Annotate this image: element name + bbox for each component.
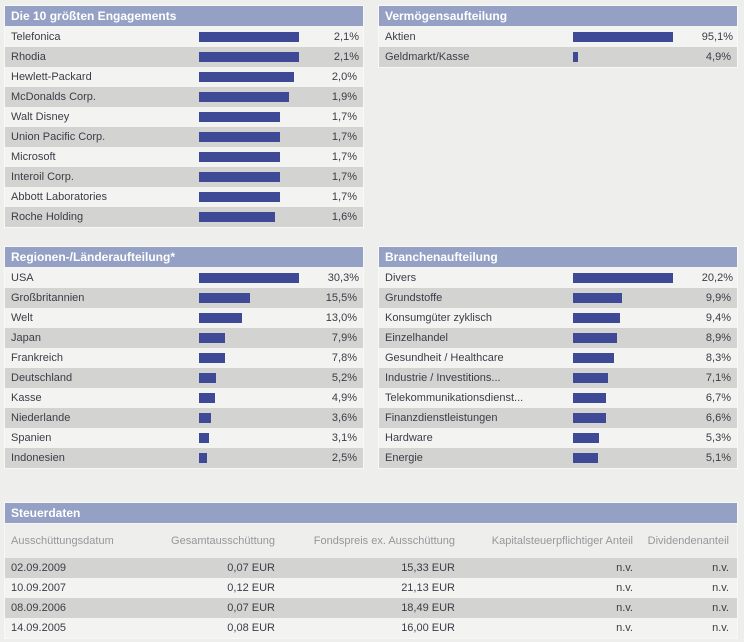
chart-row-bar [199, 453, 207, 463]
panel-asset-allocation [378, 5, 738, 68]
tax-table-cell: n.v. [616, 562, 633, 574]
chart-row [5, 348, 363, 368]
panel-title-sector-allocation: Branchenaufteilung [379, 247, 737, 268]
chart-row-value: 7,8% [331, 352, 357, 364]
chart-row-bar-track [199, 433, 297, 443]
chart-row-bar-track [199, 393, 297, 403]
chart-row-label: Industrie / Investitions... [385, 372, 501, 384]
top-holdings-chart [5, 27, 363, 227]
chart-row-value: 1,6% [331, 211, 357, 223]
chart-row-label: Geldmarkt/Kasse [385, 51, 470, 63]
chart-row [5, 308, 363, 328]
chart-row-bar [573, 273, 673, 283]
chart-row [379, 47, 737, 67]
chart-row-bar-track [573, 413, 671, 423]
chart-row-bar [573, 433, 599, 443]
chart-row-bar-track [199, 333, 297, 343]
chart-row [379, 428, 737, 448]
tax-table-cell: 18,49 EUR [401, 602, 455, 614]
chart-row-label: Union Pacific Corp. [11, 131, 106, 143]
chart-row-value: 5,3% [705, 432, 731, 444]
panel-title-region-allocation: Regionen-/Länderaufteilung* [5, 247, 363, 268]
chart-row-value: 1,7% [331, 171, 357, 183]
tax-table-cell: 08.09.2006 [11, 602, 67, 614]
chart-row-bar [199, 152, 280, 162]
chart-row [379, 27, 737, 47]
chart-row-bar-track [199, 293, 297, 303]
panel-sector-allocation [378, 246, 738, 469]
chart-row-bar-track [199, 52, 299, 62]
chart-row [5, 27, 363, 47]
middle-row [4, 246, 738, 469]
chart-row-value: 1,7% [331, 151, 357, 163]
chart-row-value: 15,5% [325, 292, 357, 304]
chart-row-bar-track [199, 273, 299, 283]
tax-table-cell: 0,07 EUR [227, 562, 275, 574]
chart-row [5, 87, 363, 107]
chart-row-label: Interoil Corp. [11, 171, 74, 183]
tax-table-row [5, 598, 737, 618]
chart-row-bar-track [199, 32, 299, 42]
chart-row [5, 408, 363, 428]
chart-row-bar [199, 293, 250, 303]
tax-column-header: Kapitalsteuerpflichtiger Anteil [463, 524, 641, 558]
chart-row-label: Divers [385, 272, 417, 284]
chart-row-value: 5,2% [331, 372, 357, 384]
tax-table-cell: 02.09.2009 [11, 562, 67, 574]
chart-row-bar-track [199, 152, 297, 162]
tax-column-header: Gesamtausschüttung [155, 524, 283, 558]
chart-row-value: 8,9% [705, 332, 731, 344]
chart-row-value: 3,1% [331, 432, 357, 444]
chart-row [5, 288, 363, 308]
chart-row-label: Kasse [11, 392, 42, 404]
chart-row-bar [199, 212, 275, 222]
chart-row-value: 20,2% [701, 272, 733, 284]
chart-row [379, 448, 737, 468]
chart-row-label: Welt [11, 312, 33, 324]
chart-row-label: Telekommunikationsdienst... [385, 392, 524, 404]
chart-row [379, 368, 737, 388]
chart-row-value: 4,9% [705, 51, 731, 63]
chart-row-bar-track [573, 273, 673, 283]
tax-table-cell: 10.09.2007 [11, 582, 67, 594]
tax-table-cell: 0,07 EUR [227, 602, 275, 614]
chart-row-value: 6,7% [705, 392, 731, 404]
chart-row-bar-track [573, 453, 671, 463]
chart-row-bar-track [199, 212, 297, 222]
panel-tax-data [4, 502, 738, 639]
chart-row [5, 107, 363, 127]
chart-row-value: 1,7% [331, 191, 357, 203]
chart-row-bar-track [199, 353, 297, 363]
chart-row-bar [573, 32, 673, 42]
chart-row-value: 4,9% [331, 392, 357, 404]
chart-row-value: 2,1% [333, 31, 359, 43]
tax-table-cell: 16,00 EUR [401, 622, 455, 634]
chart-row-bar [573, 293, 622, 303]
chart-row [5, 368, 363, 388]
tax-table-cell: n.v. [616, 582, 633, 594]
region-allocation-chart [5, 268, 363, 468]
chart-row-value: 2,0% [331, 71, 357, 83]
chart-row [379, 308, 737, 328]
chart-row-value: 2,5% [331, 452, 357, 464]
chart-row-bar-track [573, 393, 671, 403]
tax-table-cell: n.v. [712, 562, 729, 574]
chart-row-bar-track [573, 32, 673, 42]
tax-column-header: Dividendenanteil [641, 524, 737, 558]
chart-row-bar-track [199, 192, 297, 202]
tax-table-cell: 14.09.2005 [11, 622, 67, 634]
chart-row-label: Gesundheit / Healthcare [385, 352, 504, 364]
chart-row-label: Walt Disney [11, 111, 70, 123]
chart-row [379, 408, 737, 428]
chart-row [379, 328, 737, 348]
chart-row-label: Frankreich [11, 352, 63, 364]
chart-row-label: Einzelhandel [385, 332, 448, 344]
panel-top-holdings [4, 5, 364, 228]
chart-row-bar-track [573, 353, 671, 363]
chart-row-bar-track [199, 112, 297, 122]
chart-row-label: McDonalds Corp. [11, 91, 96, 103]
chart-row-bar [199, 72, 294, 82]
chart-row-value: 8,3% [705, 352, 731, 364]
chart-row-label: Japan [11, 332, 41, 344]
chart-row-bar [573, 313, 620, 323]
chart-row-bar-track [199, 72, 297, 82]
chart-row-bar [199, 32, 299, 42]
tax-table-cell: n.v. [616, 602, 633, 614]
chart-row [5, 47, 363, 67]
chart-row-value: 30,3% [327, 272, 359, 284]
tax-table-header [5, 524, 737, 558]
chart-row-bar-track [199, 92, 297, 102]
chart-row-bar [199, 132, 280, 142]
tax-column-header: Fondspreis ex. Ausschüttung [283, 524, 463, 558]
chart-row-label: Großbritannien [11, 292, 85, 304]
chart-row-bar-track [573, 52, 671, 62]
chart-row-label: Spanien [11, 432, 52, 444]
chart-row-bar-track [573, 333, 671, 343]
chart-row-value: 2,1% [333, 51, 359, 63]
chart-row-bar-track [573, 313, 671, 323]
chart-row-value: 1,7% [331, 111, 357, 123]
chart-row-label: Konsumgüter zyklisch [385, 312, 492, 324]
chart-row-bar [199, 112, 280, 122]
tax-table-body [5, 558, 737, 638]
chart-row [5, 268, 363, 288]
chart-row-bar [199, 172, 280, 182]
chart-row-label: Microsoft [11, 151, 56, 163]
chart-row [379, 388, 737, 408]
panel-title-asset-allocation: Vermögensaufteilung [379, 6, 737, 27]
chart-row-value: 7,1% [705, 372, 731, 384]
chart-row [5, 187, 363, 207]
chart-row [5, 428, 363, 448]
chart-row-label: Telefonica [11, 31, 61, 43]
tax-table-cell: 0,12 EUR [227, 582, 275, 594]
chart-row-value: 13,0% [325, 312, 357, 324]
chart-row [379, 288, 737, 308]
tax-table-row [5, 558, 737, 578]
chart-row [5, 328, 363, 348]
chart-row-bar-track [573, 373, 671, 383]
tax-table-row [5, 578, 737, 598]
chart-row-value: 1,9% [331, 91, 357, 103]
tax-table-cell: n.v. [712, 602, 729, 614]
chart-row-bar [573, 52, 578, 62]
chart-row [5, 167, 363, 187]
chart-row-bar [199, 192, 280, 202]
chart-row [5, 67, 363, 87]
chart-row-label: Roche Holding [11, 211, 84, 223]
chart-row-label: Hewlett-Packard [11, 71, 92, 83]
chart-row-label: Aktien [385, 31, 416, 43]
chart-row-label: Finanzdienstleistungen [385, 412, 498, 424]
chart-row-bar [199, 353, 225, 363]
chart-row-bar-track [199, 413, 297, 423]
chart-row-value: 7,9% [331, 332, 357, 344]
chart-row-value: 5,1% [705, 452, 731, 464]
chart-row-bar [573, 373, 608, 383]
tax-table-cell: n.v. [616, 622, 633, 634]
chart-row-bar [199, 273, 299, 283]
tax-table-cell: n.v. [712, 622, 729, 634]
chart-row-value: 9,4% [705, 312, 731, 324]
chart-row-bar-track [199, 132, 297, 142]
chart-row-label: Hardware [385, 432, 433, 444]
chart-row-bar [573, 453, 598, 463]
chart-row-value: 9,9% [705, 292, 731, 304]
chart-row-bar [199, 333, 225, 343]
chart-row-label: Rhodia [11, 51, 46, 63]
tax-table-cell: 21,13 EUR [401, 582, 455, 594]
chart-row [5, 207, 363, 227]
chart-row-bar-track [199, 313, 297, 323]
chart-row-bar [573, 333, 617, 343]
chart-row-bar-track [573, 293, 671, 303]
chart-row-bar-track [199, 453, 297, 463]
chart-row-bar [199, 92, 289, 102]
tax-table-cell: n.v. [712, 582, 729, 594]
tax-table-cell: 0,08 EUR [227, 622, 275, 634]
chart-row-bar [199, 393, 215, 403]
chart-row [379, 348, 737, 368]
chart-row [5, 147, 363, 167]
chart-row-value: 1,7% [331, 131, 357, 143]
chart-row-bar-track [199, 373, 297, 383]
chart-row [5, 127, 363, 147]
chart-row-bar [573, 353, 614, 363]
chart-row-label: USA [11, 272, 34, 284]
chart-row-bar [199, 433, 209, 443]
chart-row-bar [199, 373, 216, 383]
chart-row-label: Abbott Laboratories [11, 191, 108, 203]
chart-row-bar [199, 52, 299, 62]
chart-row-label: Grundstoffe [385, 292, 443, 304]
chart-row [5, 388, 363, 408]
asset-allocation-chart [379, 27, 737, 67]
sector-allocation-chart [379, 268, 737, 468]
chart-row-bar [573, 393, 606, 403]
panel-title-top-holdings: Die 10 größten Engagements [5, 6, 363, 27]
chart-row-label: Deutschland [11, 372, 73, 384]
chart-row-bar [573, 413, 606, 423]
chart-row-bar [199, 413, 211, 423]
chart-row-value: 6,6% [705, 412, 731, 424]
panel-title-tax-data: Steuerdaten [5, 503, 737, 524]
chart-row-value: 95,1% [701, 31, 733, 43]
chart-row [379, 268, 737, 288]
chart-row-bar-track [199, 172, 297, 182]
tax-table-cell: 15,33 EUR [401, 562, 455, 574]
tax-data-table [5, 524, 737, 638]
chart-row-bar [199, 313, 242, 323]
chart-row-label: Indonesien [11, 452, 65, 464]
chart-row-value: 3,6% [331, 412, 357, 424]
chart-row-bar-track [573, 433, 671, 443]
panel-region-allocation [4, 246, 364, 469]
tax-column-header: Ausschüttungsdatum [5, 524, 155, 558]
chart-row-label: Niederlande [11, 412, 71, 424]
chart-row [5, 448, 363, 468]
tax-table-row [5, 618, 737, 638]
chart-row-label: Energie [385, 452, 423, 464]
top-row [4, 5, 738, 228]
